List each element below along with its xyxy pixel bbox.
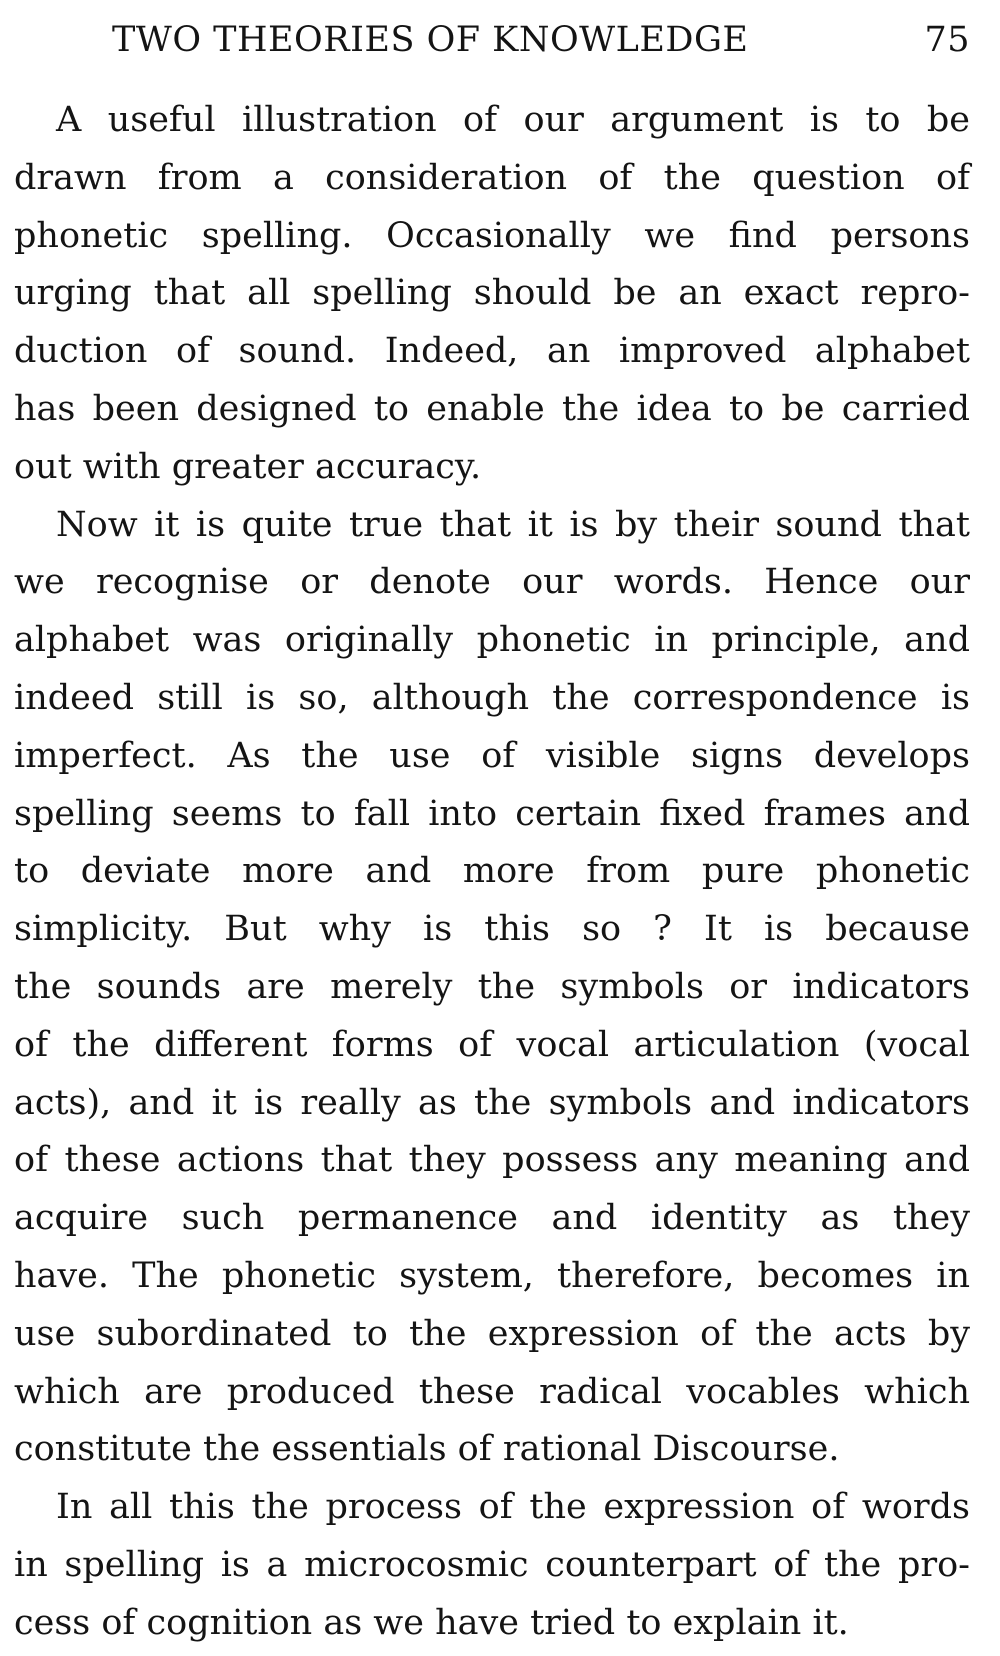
paragraph-1 [14,92,970,497]
body-text [14,92,970,1653]
text-line: A useful illustration of our argument is to be [56,100,970,140]
text-line: constitute the essentials of rational Discourse. [14,1429,840,1470]
paragraph-3 [14,1479,970,1652]
text-line: the sounds are merely the symbols or indicators [14,966,970,1007]
text-line: alphabet was originally phonetic in principle, and [14,620,970,661]
text-line: in spelling is a microcosmic counterpart of the pro- [14,1544,970,1585]
text-line: out with greater accuracy. [14,446,482,487]
text-line: simplicity. But why is this so ? It is because [14,909,970,950]
text-line: Now it is quite true that it is by their sound that [56,504,970,545]
text-line: imperfect. As the use of visible signs develops [14,735,970,776]
text-line: drawn from a consideration of the question of [14,157,970,198]
text-line: use subordinated to the expression of the acts by [14,1313,970,1354]
text-line: urging that all spelling should be an exact repro- [14,273,970,314]
text-line: of the different forms of vocal articulation (vocal [14,1024,970,1065]
page-number: 75 [924,20,970,60]
text-line: have. The phonetic system, therefore, becomes in [14,1255,970,1296]
text-line: acquire such permanence and identity as they [14,1198,970,1239]
text-line: spelling seems to fall into certain fixed frames and [14,793,970,834]
text-line: which are produced these radical vocables which [14,1371,970,1412]
running-title: TWO THEORIES OF KNOWLEDGE [112,20,749,60]
text-line: cess of cognition as we have tried to explain it. [14,1602,849,1643]
text-line: duction of sound. Indeed, an improved alphabet [14,331,970,372]
text-line: of these actions that they possess any meaning and [14,1140,970,1181]
text-line: phonetic spelling. Occasionally we find persons [14,215,970,256]
text-line: to deviate more and more from pure phonetic [14,851,970,892]
running-head [112,18,970,62]
text-line: acts), and it is really as the symbols and indicators [14,1082,970,1123]
text-line: indeed still is so, although the correspondence is [14,677,970,718]
text-line: has been designed to enable the idea to be carried [14,388,970,429]
paragraph-2 [14,497,970,1480]
text-line: we recognise or denote our words. Hence our [14,562,970,603]
text-line: In all this the process of the expression of words [56,1487,970,1528]
